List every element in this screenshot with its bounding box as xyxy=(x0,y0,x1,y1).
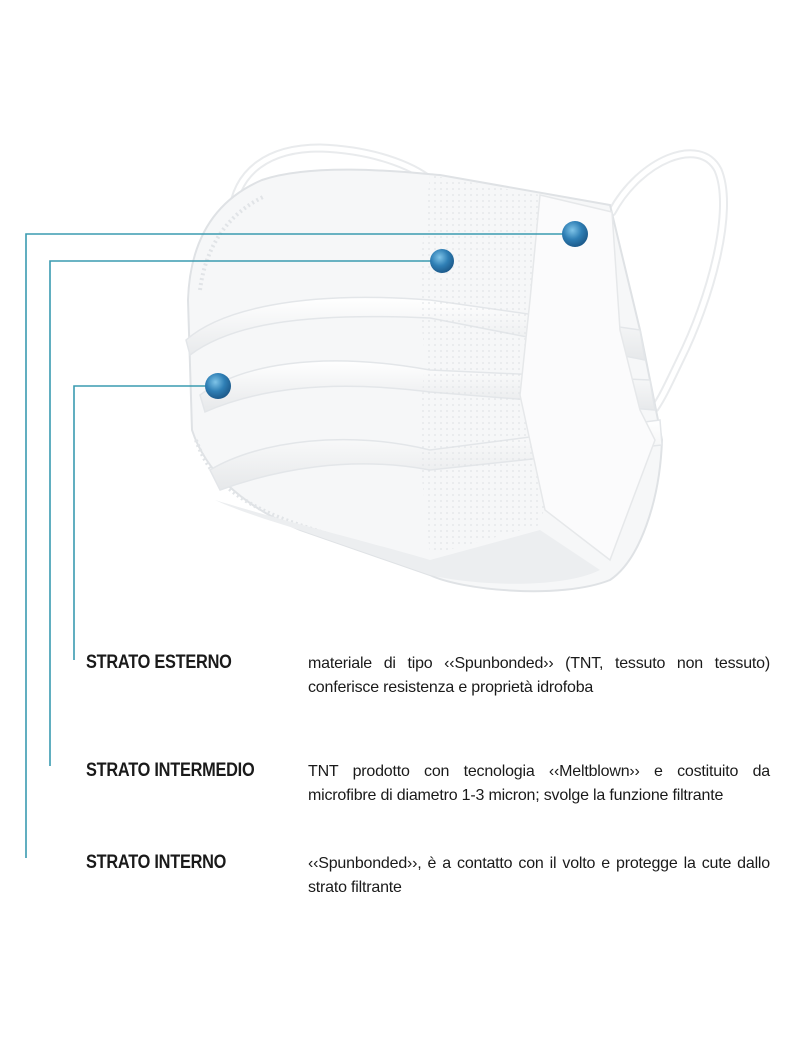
layer-description: ‹‹Spunbonded››, è a contatto con il volto e protegge la cute dallo strato filtrante xyxy=(308,855,770,896)
mask-body xyxy=(186,170,662,592)
marker-strato-esterno xyxy=(205,373,231,399)
layer-title: STRATO INTERMEDIO xyxy=(86,760,255,781)
marker-strato-interno xyxy=(562,221,588,247)
layer-description: materiale di tipo ‹‹Spunbonded›› (TNT, tessuto non tessuto) conferisce resistenza e proprietà idrofoba xyxy=(308,655,770,696)
layer-description: TNT prodotto con tecnologia ‹‹Meltblown›› e costituito da microfibre di diametro 1-3 micron; svolge la funzione filtrante xyxy=(308,763,770,804)
marker-strato-intermedio xyxy=(430,249,454,273)
layer-title: STRATO INTERNO xyxy=(86,852,227,873)
layer-title: STRATO ESTERNO xyxy=(86,652,232,673)
